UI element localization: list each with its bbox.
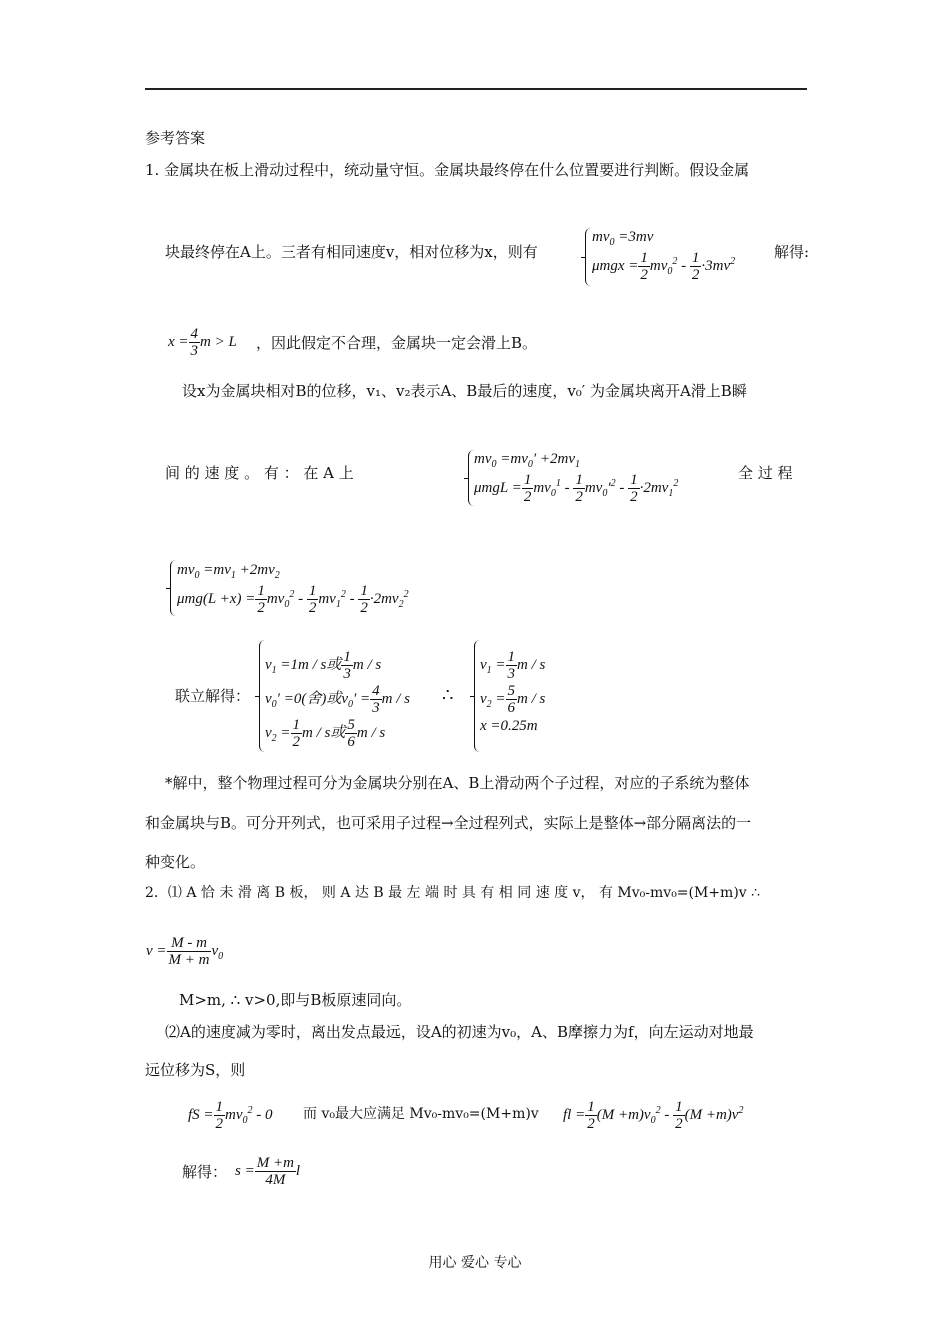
eq-v1-options: $v_1 =1m / s$或 $\frac{1}{3}$ m / s [265, 649, 382, 682]
page-footer: 用心 爱心 专心 [428, 1255, 522, 1271]
eq-v2-final: $v_2$ = $\frac{5}{6}$ m / s [480, 683, 546, 716]
p1-line1: 1. 金属块在板上滑动过程中，统动量守恒。金属块最终停在什么位置要进行判断。假设金属 [145, 161, 750, 179]
p1-line5: 间 的 速 度 。 有 ： 在 A 上 [165, 464, 354, 482]
eq-x-result: x = $\frac{4}{3}$ m > L [168, 326, 237, 359]
eq-v-common: v = $\frac{M - m}{M + m}$ $v_0$ [146, 935, 224, 968]
p2-mid: 而 v₀最大应满足 Mv₀-mv₀=(M+m)v [303, 1106, 539, 1122]
eq-v2-options: $v_2$ = $\frac{1}{2}$ m / s或 $\frac{5}{6}$ m / s [265, 717, 386, 750]
p2-line5: 远位移为S，则 [145, 1061, 246, 1079]
joint-solve-label: 联立解得： [175, 687, 251, 705]
eq-v1-final: $v_1$ = $\frac{1}{3}$ m / s [480, 649, 546, 682]
p1-line5-tail: 全 过 程 [738, 464, 793, 482]
p2-solve-label: 解得： [182, 1163, 228, 1181]
eq-momentum-3: $mv_0 =mv_1 +2mv_2$ [177, 562, 280, 581]
p2-line4: ⑵A的速度减为零时，离出发点最远，设A的初速为v₀，A、B摩擦力为f，向左运动对地最 [165, 1023, 754, 1041]
eq-v0prime-options: $v_0' =0$(舍)或$v_0'$ = $\frac{4}{3}$ m / s [265, 683, 410, 716]
p2-line1: 2．⑴ A 恰 未 滑 离 B 板， 则 A 达 B 最 左 端 时 具 有 相 同 速 度 v， 有 Mv₀-mv₀=(M+m)v ∴ [145, 885, 761, 901]
note-line2: 和金属块与B。可分开列式，也可采用子过程→全过程列式，实际上是整体→部分隔离法的一 [145, 814, 752, 832]
p1-line4: 设x为金属块相对B的位移，v₁、v₂表示A、B最后的速度，v₀′ 为金属块离开A滑上B瞬 [182, 382, 747, 400]
p1-line3: ，因此假定不合理，金属块一定会滑上B。 [256, 334, 538, 352]
header-rule [145, 88, 807, 90]
p1-line2: 块最终停在A上。三者有相同速度v，相对位移为x，则有 [165, 243, 538, 261]
section-title: 参考答案 [145, 129, 206, 147]
eq-fS: fS = $\frac{1}{2}$ $mv_0^2 - 0$ [188, 1099, 273, 1132]
eq-momentum-1: $mv_0 =3mv$ [592, 229, 654, 248]
note-line1: *解中，整个物理过程可分为金属块分别在A、B上滑动两个子过程，对应的子系统为整体 [165, 774, 750, 792]
eq-momentum-2: $mv_0 =mv_0' +2mv_1$ [474, 451, 581, 470]
eq-fl: fl = $\frac{1}{2}$ $(M +m)v_0^2$ - $\frac{1}{2}$ $(M +m)v^2$ [563, 1099, 744, 1132]
p1-solve-label: 解得: [774, 243, 810, 261]
brace-system-3 [170, 560, 177, 616]
brace-system-1 [585, 228, 592, 286]
therefore-symbol: ∴ [442, 685, 454, 706]
eq-energy-2: μmgL = $\frac{1}{2}$ $mv_0^1$ - $\frac{1}{2}$ $mv_0'^2$ - $\frac{1}{2}$ $\cdot 2mv_1^2$ [474, 472, 679, 505]
eq-energy-1: μmgx = $\frac{1}{2}$ $mv_0^2$ - $\frac{1}{2}$ $\cdot 3mv^2$ [592, 250, 736, 283]
eq-x-final: x =0.25m [480, 718, 538, 734]
note-line3: 种变化。 [145, 853, 206, 871]
p2-line3: M>m, ∴ v>0,即与B板原速同向。 [179, 991, 412, 1009]
eq-s-result: s = $\frac{M +m}{4M}$ l [235, 1155, 301, 1188]
eq-energy-3: μmg(L +x) = $\frac{1}{2}$ $mv_0^2$ - $\frac{1}{2}$ $mv_1^2$ - $\frac{1}{2}$ $\cdot 2mv_2^2$ [177, 583, 409, 616]
